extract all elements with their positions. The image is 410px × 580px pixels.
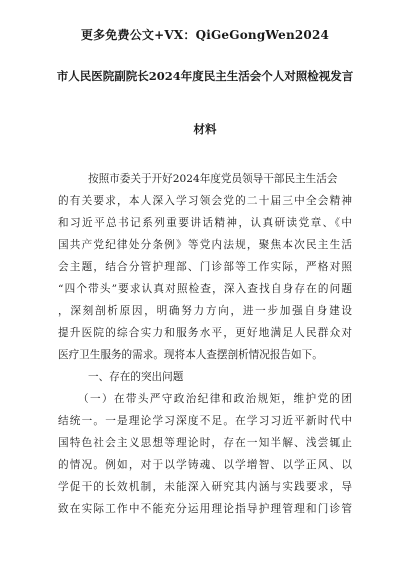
document-title-line-2: 材料: [193, 122, 217, 136]
body-paragraph-line: “四个带头”要求认真对照检查，深入查找自身存在的问题: [58, 283, 352, 295]
body-paragraph-line: 学促干的长效机制，未能深入研究其内涵与实践要求，导: [58, 481, 352, 493]
body-paragraph-line: 会主题，结合分管护理部、门诊部等工作实际，严格对照: [58, 261, 352, 273]
section-heading: 一、存在的突出问题: [88, 371, 184, 383]
body-paragraph-line: 国特色社会主义思想等理论时，存在一知半解、浅尝辄止: [58, 437, 352, 449]
body-paragraph-line: 结统一。一是理论学习深度不足。在学习习近平新时代中: [58, 415, 352, 427]
document-title-line-1: 市人民医院副院长2024年度民主生活会个人对照检视发言: [56, 69, 354, 83]
body-paragraph-line: 医疗卫生服务的需求。现将本人查摆剖析情况报告如下。: [58, 349, 323, 361]
body-paragraph-line: 致在实际工作中不能充分运用理论指导护理管理和门诊管: [58, 503, 352, 515]
body-paragraph-line: 国共产党纪律处分条例》等党内法规，聚焦本次民主生活: [58, 239, 352, 251]
body-paragraph-line: 按照市委关于开好2024年度党员领导干部民主生活会: [88, 173, 338, 185]
body-paragraph-line: 提升医院的综合实力和服务水平，更好地满足人民群众对: [58, 327, 352, 339]
body-paragraph-line: 的情况。例如，对于以学铸魂、以学增智、以学正风、以: [58, 459, 352, 471]
subsection-heading-line: （一）在带头严守政治纪律和政治规矩，维护党的团: [78, 393, 352, 405]
body-paragraph-line: 的有关要求，本人深入学习领会党的二十届三中全会精神: [58, 195, 352, 207]
body-paragraph-line: 和习近平总书记系列重要讲话精神，认真研读党章、《中: [58, 217, 352, 229]
promo-header: 更多免费公文+VX：QiGeGongWen2024: [80, 28, 330, 42]
body-paragraph-line: ，深刻剖析原因，明确努力方向，进一步加强自身建设: [58, 305, 352, 317]
